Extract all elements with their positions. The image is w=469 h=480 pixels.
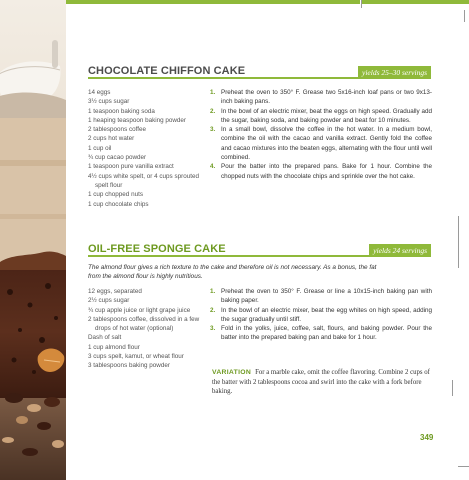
step-text: In the bowl of an electric mixer, beat the egg whites on high speed, adding the sugar gradually until stiff. bbox=[221, 306, 432, 323]
step-number: 4. bbox=[210, 163, 216, 171]
ingredient-item: 1 teaspoon baking soda bbox=[88, 107, 155, 115]
step-number: 2. bbox=[210, 107, 216, 115]
ingredient-list bbox=[88, 88, 200, 209]
ingredient-item: 2 tablespoons coffee, dissolved in a few drops of hot water (optional) bbox=[88, 315, 200, 333]
step-item bbox=[210, 287, 432, 306]
recipe-header-chocolate-chiffon bbox=[88, 63, 431, 79]
ingredient-item: 14 eggs bbox=[88, 89, 111, 96]
step-number: 3. bbox=[210, 325, 216, 333]
step-item bbox=[210, 125, 432, 162]
step-text: Pour the batter into the prepared pans. Bake for 1 hour. Combine the chopped nuts with the chocolate chips and sprinkle over the hot cake. bbox=[221, 163, 432, 180]
recipe-title: OIL-FREE SPONGE CAKE bbox=[88, 243, 226, 255]
ingredient-list bbox=[88, 287, 200, 371]
step-item bbox=[210, 306, 432, 325]
ingredient-item: 2 cups hot water bbox=[88, 135, 135, 143]
step-item bbox=[210, 324, 432, 343]
ingredient-item: 1 cup chocolate chips bbox=[88, 200, 149, 208]
ingredient-item: 3½ cups sugar bbox=[88, 98, 130, 106]
step-list bbox=[210, 88, 432, 181]
ingredient-item: 1 cup oil bbox=[88, 144, 112, 152]
ingredient-item: ¾ cup apple juice or light grape juice bbox=[88, 306, 191, 314]
crop-mark bbox=[464, 10, 465, 22]
ingredient-item: 1 cup chopped nuts bbox=[88, 191, 143, 199]
step-text: In the bowl of an electric mixer, beat the eggs on high speed. Gradually add the sugar, baking soda, and baking powder and beat for 10 minutes. bbox=[221, 107, 432, 124]
crop-mark bbox=[458, 216, 459, 268]
step-text: Preheat the oven to 350° F. Grease or line a 10x15-inch baking pan with baking paper. bbox=[221, 288, 432, 305]
ingredient-item: 1 heaping teaspoon baking powder bbox=[88, 116, 187, 124]
recipe-title: CHOCOLATE CHIFFON CAKE bbox=[88, 65, 246, 77]
top-accent-rule bbox=[66, 0, 469, 4]
ingredient-item: 4½ cups white spelt, or 4 cups sprouted spelt flour bbox=[88, 172, 199, 189]
page-number: 349 bbox=[420, 433, 434, 442]
step-number: 1. bbox=[210, 89, 216, 96]
yields-badge: yields 25–30 servings bbox=[358, 66, 431, 79]
variation-text: For a marble cake, omit the coffee flavoring. Combine 2 cups of the batter with 2 tablespoons cocoa and swirl into the cake with a fork before baking. bbox=[212, 369, 430, 395]
cake-photo bbox=[0, 0, 66, 480]
recipe-header-oil-free-sponge bbox=[88, 241, 431, 257]
step-number: 3. bbox=[210, 126, 216, 134]
variation-note bbox=[212, 368, 432, 397]
step-item bbox=[210, 162, 432, 181]
ingredient-item: 1 cup almond flour bbox=[88, 343, 140, 351]
ingredient-item: 2½ cups sugar bbox=[88, 297, 130, 305]
ingredient-item: 3 cups spelt, kamut, or wheat flour bbox=[88, 353, 184, 361]
step-text: Preheat the oven to 350° F. Grease two 5x16-inch loaf pans or two 9x13-inch baking pans. bbox=[221, 89, 432, 106]
step-list bbox=[210, 287, 432, 343]
step-item bbox=[210, 107, 432, 126]
variation-label: VARIATION bbox=[212, 369, 252, 376]
ingredient-item: 2 tablespoons coffee bbox=[88, 126, 147, 134]
ingredient-item: ¾ cup cacao powder bbox=[88, 154, 147, 162]
step-text: Fold in the yolks, juice, coffee, salt, flours, and baking powder. Pour the batter into the prepared baking pan and bake for 1 hour. bbox=[221, 325, 432, 342]
ingredient-item: Dash of salt bbox=[88, 334, 122, 342]
step-text: In a small bowl, dissolve the coffee in the hot water. In a medium bowl, combine the oil with the cacao and vanilla extract. Gently fold the coffee and cacao mixtures into the beaten eggs, alternating with the flour until well combined. bbox=[221, 126, 432, 162]
ingredient-item: 1 teaspoon pure vanilla extract bbox=[88, 163, 174, 171]
step-item bbox=[210, 88, 432, 107]
crop-mark bbox=[361, 0, 362, 8]
step-number: 1. bbox=[210, 288, 216, 295]
yields-badge: yields 24 servings bbox=[369, 244, 431, 257]
ingredient-item: 3 tablespoons baking powder bbox=[88, 362, 170, 370]
crop-mark bbox=[458, 466, 469, 467]
recipe-intro: The almond flour gives a rich texture to the cake and therefore oil is not necessary. As a bonus, the fat from the almond flour is highly nutritious. bbox=[88, 264, 377, 281]
ingredient-item: 12 eggs, separated bbox=[88, 288, 142, 295]
crop-mark bbox=[452, 380, 453, 396]
step-number: 2. bbox=[210, 306, 216, 314]
